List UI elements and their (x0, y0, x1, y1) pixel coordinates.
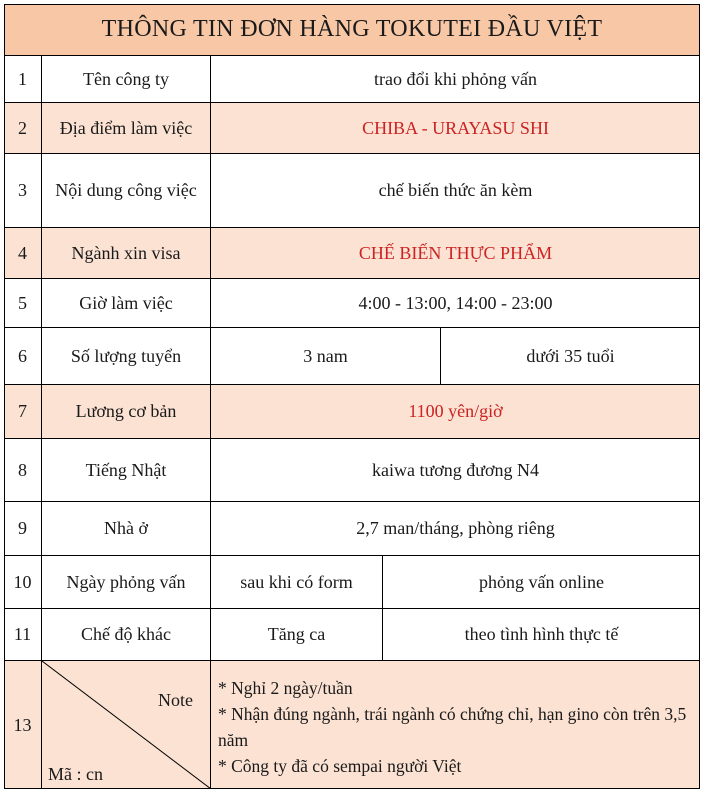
row-label: Chế độ khác (42, 609, 211, 660)
row-number: 2 (4, 103, 42, 153)
code-label: Mã : cn (48, 763, 103, 784)
row-label: Nhà ở (42, 502, 211, 555)
row-value: CHẾ BIẾN THỰC PHẨM (358, 242, 553, 263)
row-value: trao đổi khi phỏng vấn (374, 68, 537, 89)
row-value: kaiwa tương đương N4 (371, 459, 540, 480)
row-number: 6 (4, 328, 42, 384)
row-value: chế biến thức ăn kèm (378, 180, 533, 201)
note-line: * Nhận đúng ngành, trái ngành có chứng chỉ, hạn gino còn trên 3,5 năm (218, 704, 687, 750)
row-value: 2,7 man/tháng, phòng riêng (356, 518, 555, 539)
row-value: CHIBA - URAYASU SHI (362, 117, 549, 138)
row-number: 8 (4, 439, 42, 501)
row-label: Nội dung công việc (42, 154, 211, 227)
row-number: 9 (4, 502, 42, 555)
row-number: 11 (4, 609, 42, 660)
row-value-b: phỏng vấn online (479, 571, 604, 592)
row-value: 1100 yên/giờ (408, 401, 503, 422)
row-label: Địa điểm làm việc (42, 103, 211, 153)
row-number: 5 (4, 279, 42, 327)
row-number: 13 (4, 661, 42, 789)
row-label: Ngày phỏng vấn (42, 556, 211, 608)
row-label: Tên công ty (42, 56, 211, 102)
table-border (4, 4, 700, 789)
row-number: 10 (4, 556, 42, 608)
row-value-b: theo tình hình thực tế (464, 624, 619, 645)
row-value-a: Tăng ca (211, 609, 383, 660)
row-label: Lương cơ bản (42, 385, 211, 438)
row-value: 4:00 - 13:00, 14:00 - 23:00 (358, 292, 553, 313)
row-label: Số lượng tuyển (42, 328, 211, 384)
row-number: 4 (4, 228, 42, 278)
note-label: Note (158, 690, 193, 710)
row-value-a: 3 nam (211, 328, 441, 384)
sheet-title: THÔNG TIN ĐƠN HÀNG TOKUTEI ĐẦU VIỆT (4, 4, 700, 56)
note-line: * Nghỉ 2 ngày/tuần (218, 678, 353, 698)
row-label: Giờ làm việc (42, 279, 211, 327)
row-label: Ngành xin visa (42, 228, 211, 278)
note-line: * Công ty đã có sempai người Việt (218, 756, 462, 776)
row-number: 7 (4, 385, 42, 438)
row-value-a: sau khi có form (211, 556, 383, 608)
row-number: 1 (4, 56, 42, 102)
row-number: 3 (4, 154, 42, 227)
row-value-b: dưới 35 tuổi (526, 345, 615, 366)
row-label: Tiếng Nhật (42, 439, 211, 501)
